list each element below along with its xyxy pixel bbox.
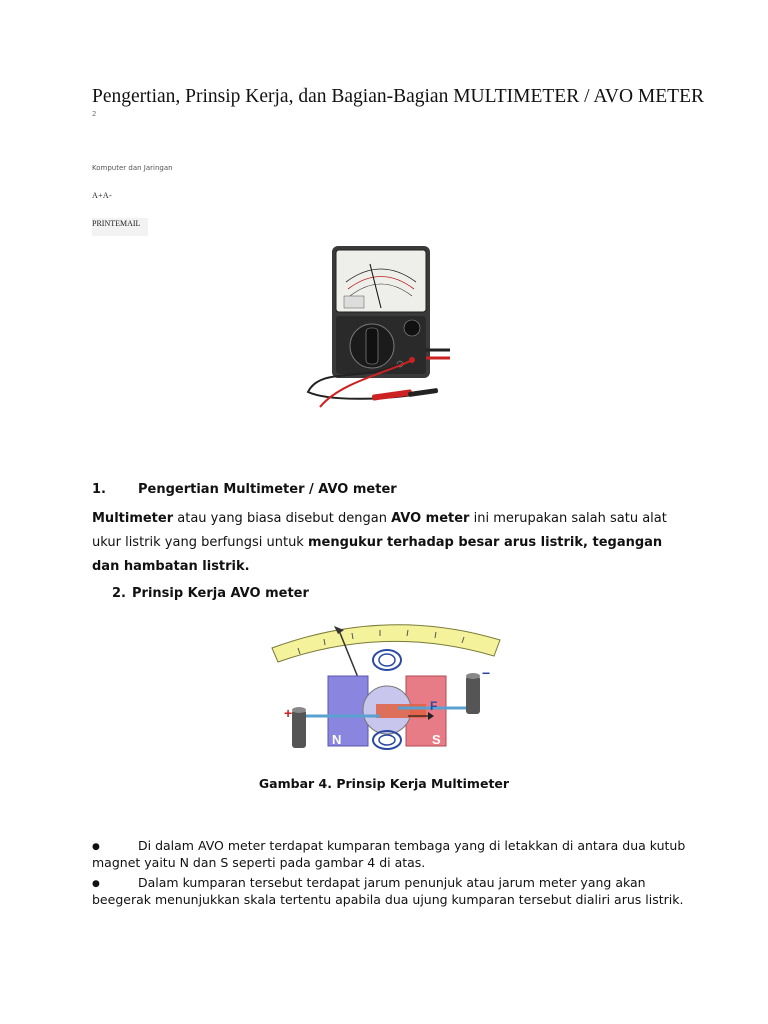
font-size-controls[interactable]: A+A- — [92, 191, 112, 200]
bullet-icon: ● — [92, 879, 100, 889]
page-number: 2 — [92, 110, 97, 118]
label-s: S — [432, 732, 441, 747]
label-minus: − — [482, 665, 491, 681]
section1-heading — [92, 482, 397, 497]
section1-number: 1. — [92, 482, 106, 497]
para-text-2: ini merupakan salah satu alat ukur listrik yang berfungsi untuk — [92, 511, 667, 550]
label-n: N — [332, 732, 342, 747]
section2-number: 2. — [112, 586, 126, 601]
print-email-links[interactable]: PRINTEMAIL — [92, 218, 148, 236]
principle-diagram — [268, 612, 504, 762]
bullet-icon: ● — [92, 842, 100, 852]
term-multimeter: Multimeter — [92, 511, 174, 526]
term-avo-meter: AVO meter — [391, 511, 470, 526]
document-title: Pengertian, Prinsip Kerja, dan Bagian-Bagian MULTIMETER / AVO METER — [92, 86, 705, 107]
category-link[interactable]: Komputer dan Jaringan — [92, 164, 173, 172]
label-plus: + — [284, 705, 293, 721]
list-item — [92, 838, 692, 871]
section1-title: Pengertian Multimeter / AVO meter — [138, 482, 397, 497]
para-text-1: atau yang biasa disebut dengan — [173, 511, 392, 526]
multimeter-icon — [300, 242, 460, 417]
list-item — [92, 875, 692, 908]
section2-title: Prinsip Kerja AVO meter — [132, 586, 309, 601]
bullet-text-1: Di dalam AVO meter terdapat kumparan tembaga yang di letakkan di antara dua kutub magnet yaitu N dan S seperti pada gambar 4 di atas. — [92, 838, 686, 870]
figure-caption: Gambar 4. Prinsip Kerja Multimeter — [258, 776, 510, 791]
bullet-text-2: Dalam kumparan tersebut terdapat jarum penunjuk atau jarum meter yang akan beegerak menunjukkan skala tertentu apabila dua ujung kumparan tersebut dialiri arus listrik. — [92, 875, 684, 907]
term-function: mengukur terhadap besar arus listrik, tegangan dan hambatan listrik. — [92, 535, 663, 574]
section2-heading — [112, 586, 309, 601]
multimeter-photo — [300, 242, 460, 417]
section1-paragraph — [92, 507, 682, 579]
moving-coil-diagram — [268, 612, 504, 762]
label-f: F — [430, 699, 438, 713]
